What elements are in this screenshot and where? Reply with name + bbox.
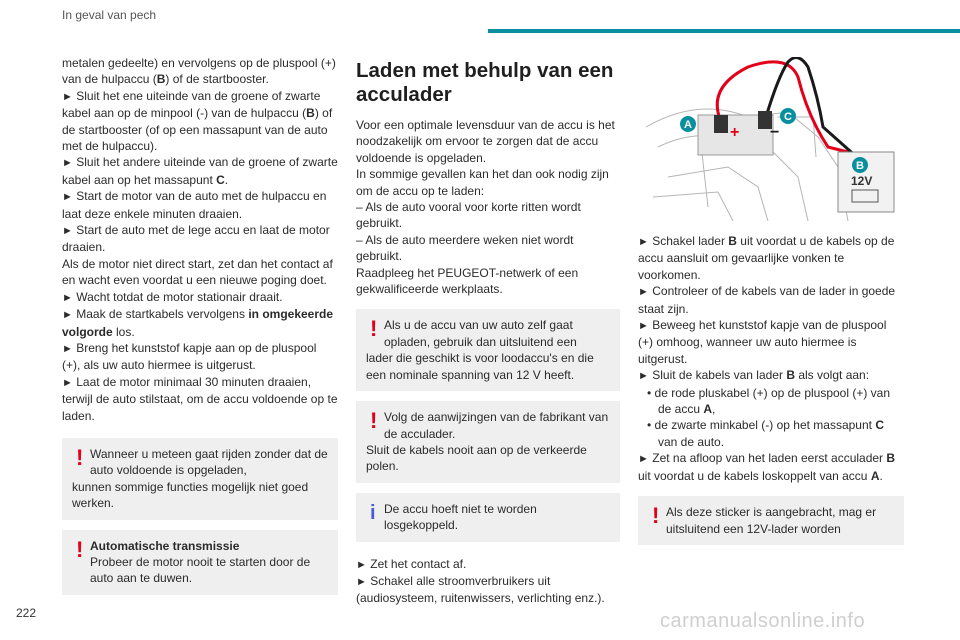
engine-outline (668, 167, 768, 221)
column-3 (638, 55, 904, 555)
step-item: ► Sluit de kabels van lader B als volgt aan: (638, 368, 870, 383)
step-item: ► Laat de motor minimaal 30 minuten draaien, terwijl de auto stilstaat, om de accu voldoende op te laden. (62, 374, 338, 423)
paragraph: In sommige gevallen kan het dan ook nodig zijn om de accu op te laden: (356, 167, 609, 198)
note-text: Als u de accu van uw auto zelf gaat opladen, gebruik dan uitsluitend een (384, 318, 577, 349)
info-note (356, 493, 620, 542)
arrow-right-icon: ► (62, 157, 73, 170)
note-text: De accu hoeft niet te worden losgekoppeld. (384, 501, 537, 533)
section-heading: Laden met behulp van een acculader (356, 59, 614, 106)
battery-charger-diagram (638, 57, 904, 221)
watermark: carmanualsonline.info (660, 610, 866, 632)
paragraph: Als de motor niet direct start, zet dan het contact af en wacht even voordat u een nieuwe poging doet. (62, 256, 333, 288)
page-header-title: In geval van pech (62, 8, 157, 22)
arrow-right-icon: ► (638, 286, 649, 299)
header-accent-bar (488, 29, 960, 33)
step-item: ► Controleer of de kabels van de lader in goede staat zijn. (638, 284, 896, 316)
arrow-right-icon: ► (638, 453, 649, 466)
step-item: ► Zet het contact af. (356, 556, 467, 571)
note-text: Als deze sticker is aangebracht, mag er uitsluitend een 12V-lader worden (666, 505, 877, 536)
step-item: ► Start de auto met de lege accu en laat de motor draaien. (62, 223, 330, 255)
label-b: B (856, 160, 864, 172)
arrow-right-icon: ► (356, 575, 367, 588)
info-icon: i (370, 501, 376, 524)
warning-note (356, 401, 620, 483)
step-item: ► Zet na afloop van het laden eerst acculader B uit voordat u de kabels loskoppelt van accu A. (638, 451, 896, 483)
arrow-right-icon: ► (356, 558, 367, 571)
paragraph: Raadpleeg het PEUGEOT-netwerk of een gekwalificeerde werkplaats. (356, 265, 579, 297)
arrow-right-icon: ► (62, 342, 73, 355)
sub-item: • de zwarte minkabel (-) op het massapunt C van de auto. (647, 418, 884, 449)
page-number: 222 (16, 606, 37, 620)
dash-item: – Als de auto meerdere weken niet wordt gebruikt. (356, 232, 574, 264)
step-item: ► Wacht totdat de motor stationair draait. (62, 289, 283, 304)
step-item: ► Breng het kunststof kapje aan op de pluspool (+), als uw auto hiermee is uitgerust. (62, 340, 317, 373)
note-text: Sluit de kabels nooit aan op de verkeerde polen. (366, 442, 587, 474)
note-text: Wanneer u meteen gaat rijden zonder dat de auto voldoende is opgeladen, (90, 446, 328, 478)
step-item: ► Schakel lader B uit voordat u de kabels op de accu aansluit om gevaarlijke vonken te voorkomen. (638, 234, 895, 282)
exclamation-icon: ! (652, 503, 660, 529)
note-text: kunnen sommige functies mogelijk niet goed werken. (72, 479, 309, 511)
warning-note (638, 496, 904, 545)
plus-sign: + (730, 124, 740, 141)
column-1 (62, 55, 338, 605)
exclamation-icon: ! (76, 444, 84, 470)
paragraph: metalen gedeelte) en vervolgens op de pluspool (+) van de hulpaccu (B) of de startbooster. (62, 56, 336, 87)
step-item: ► Sluit het andere uiteinde van de groene of zwarte kabel aan op het massapunt C. (62, 155, 338, 187)
step-item: ► Sluit het ene uiteinde van de groene of zwarte kabel aan op de minpool (-) van de hulpaccu (B) of de startbooster (of op een massapunt van de auto met de hulpaccu). (62, 88, 333, 154)
sub-item: • de rode pluskabel (+) op de pluspool (+) van de accu A, (647, 385, 891, 417)
step-item: ► Schakel alle stroomverbruikers uit (audiosysteem, ruitenwissers, verlichting enz.). (356, 573, 605, 606)
arrow-right-icon: ► (62, 225, 73, 238)
red-clamp (714, 115, 728, 133)
arrow-right-icon: ► (638, 370, 649, 383)
charger-illustration (638, 57, 904, 221)
arrow-right-icon: ► (62, 309, 73, 322)
exclamation-icon: ! (370, 316, 378, 342)
engine-outline (653, 192, 733, 221)
engine-outline (778, 117, 816, 157)
warning-note (62, 438, 338, 520)
step-item: ► Start de motor van de auto met de hulpaccu en laat deze enkele minuten draaien. (62, 189, 327, 221)
paragraph: Voor een optimale levensduur van de accu is het noodzakelijk om ervoor te zorgen dat de accu voldoende is opgeladen. (356, 118, 615, 165)
arrow-right-icon: ► (62, 191, 73, 204)
charger-label: 12V (851, 174, 873, 188)
exclamation-icon: ! (370, 408, 378, 434)
label-a: A (684, 119, 692, 131)
dash-item: – Als de auto vooral voor korte ritten wordt gebruikt. (356, 200, 581, 231)
note-text: Probeer de motor nooit te starten door de auto aan te duwen. (90, 554, 311, 586)
arrow-right-icon: ► (62, 291, 73, 304)
warning-note (356, 309, 620, 391)
exclamation-icon: ! (76, 536, 84, 562)
minus-sign: − (770, 124, 780, 141)
warning-note (62, 530, 338, 595)
arrow-right-icon: ► (638, 320, 649, 333)
arrow-right-icon: ► (62, 90, 73, 103)
arrow-right-icon: ► (638, 236, 649, 248)
note-text: Volg de aanwijzingen van de fabrikant van de acculader. (384, 410, 609, 441)
label-c: C (784, 111, 792, 123)
step-item: ► Maak de startkabels vervolgens in omgekeerde volgorde los. (62, 307, 334, 339)
column-2 (356, 55, 620, 607)
step-item: ► Beweeg het kunststof kapje van de pluspool (+) omhoog, wanneer uw auto hiermee is uitgerust. (638, 318, 887, 366)
arrow-right-icon: ► (62, 376, 73, 389)
note-text: lader die geschikt is voor loodaccu's en die een nominale spanning van 12 V heeft. (366, 351, 594, 382)
note-title: Automatische transmissie (90, 538, 240, 553)
